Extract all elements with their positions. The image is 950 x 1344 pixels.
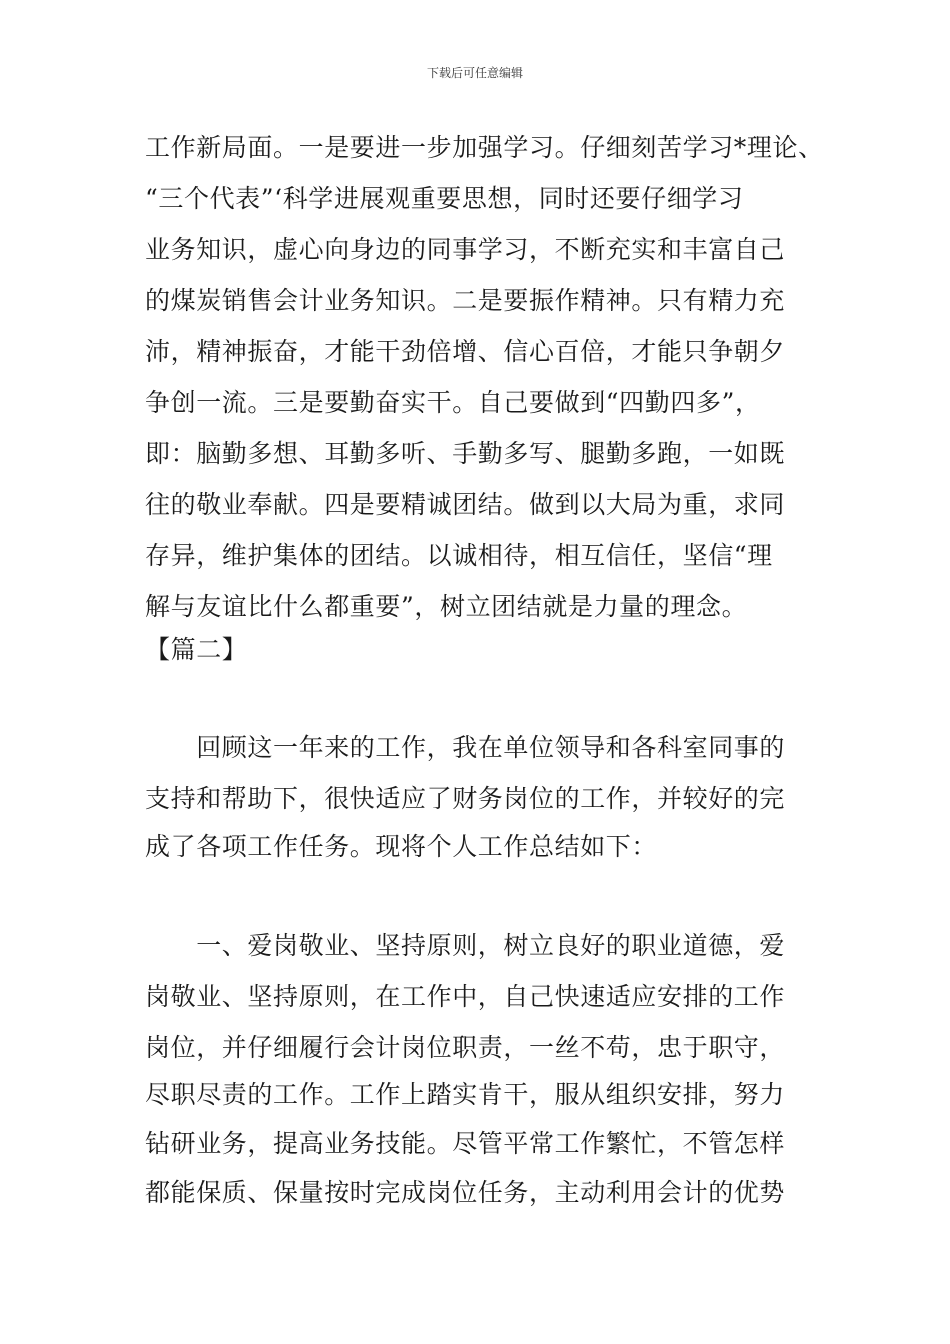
paragraph-line: 沛，精神振奋，才能干劲倍增、信心百倍，才能只争朝夕	[145, 337, 786, 366]
paragraph-line: 支持和帮助下，很快适应了财务岗位的工作，并较好的完	[145, 784, 786, 813]
paragraph-line: 解与友谊比什么都重要”，树立团结就是力量的理念。	[145, 592, 748, 621]
paragraph-line: 即：脑勤多想、耳勤多听、手勤多写、腿勤多跑，一如既	[145, 439, 786, 468]
paragraph-line: “三个代表”‘科学进展观重要思想，同时还要仔细学习	[145, 184, 744, 213]
paragraph-line: 岗敬业、坚持原则，在工作中，自己快速适应安排的工作	[145, 982, 786, 1011]
paragraph-line: 工作新局面。一是要进一步加强学习。仔细刻苦学习*理论、	[145, 133, 824, 162]
paragraph-line: 回顾这一年来的工作，我在单位领导和各科室同事的	[145, 733, 786, 762]
paragraph-line: 争创一流。三是要勤奋实干。自己要做到“四勤四多”，	[145, 388, 761, 417]
paragraph-line: 往的敬业奉献。四是要精诚团结。做到以大局为重，求同	[145, 490, 786, 519]
paragraph-line: 成了各项工作任务。现将个人工作总结如下：	[145, 832, 658, 861]
paragraph-line: 钻研业务，提高业务技能。尽管平常工作繁忙，不管怎样	[145, 1129, 786, 1158]
paragraph-line: 都能保质、保量按时完成岗位任务，主动利用会计的优势	[145, 1178, 786, 1207]
section-heading: 【篇二】	[145, 635, 248, 664]
paragraph-line: 业务知识，虚心向身边的同事学习，不断充实和丰富自己	[145, 235, 786, 264]
page-header: 下载后可任意编辑	[426, 66, 523, 80]
paragraph-line: 一、爱岗敬业、坚持原则，树立良好的职业道德，爱	[145, 931, 786, 960]
paragraph-line: 岗位，并仔细履行会计岗位职责，一丝不苟，忠于职守，	[145, 1033, 786, 1062]
paragraph-line: 存异，维护集体的团结。以诚相待，相互信任，坚信“理	[145, 541, 773, 570]
paragraph-line: 尽职尽责的工作。工作上踏实肯干，服从组织安排，努力	[145, 1080, 786, 1109]
paragraph-line: 的煤炭销售会计业务知识。二是要振作精神。只有精力充	[145, 286, 786, 315]
